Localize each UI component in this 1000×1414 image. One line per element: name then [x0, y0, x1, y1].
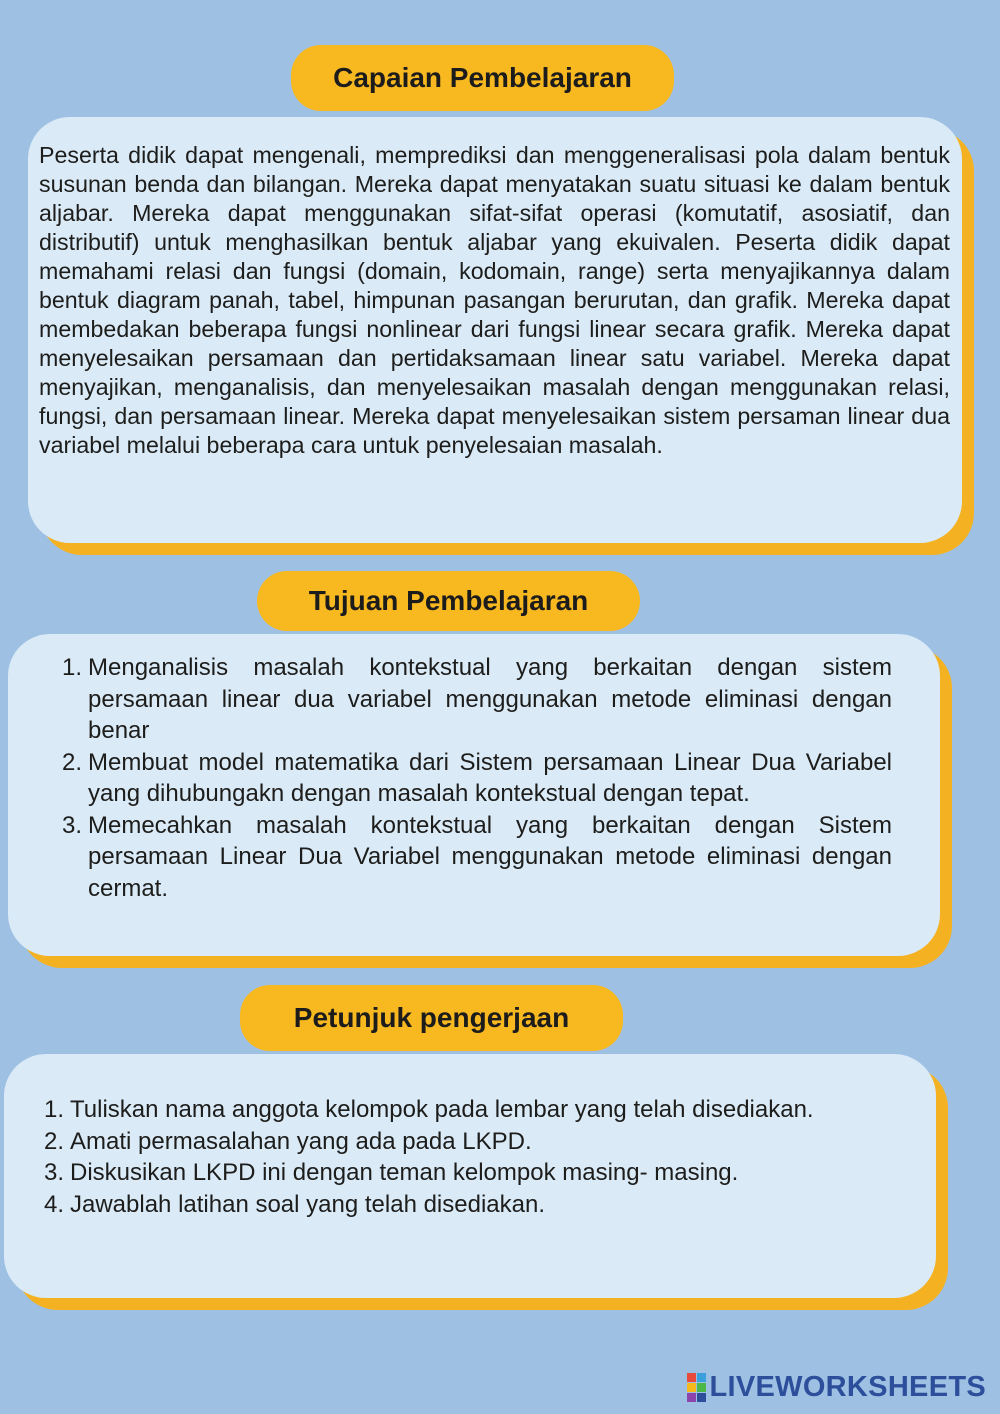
list-item [62, 810, 892, 905]
icon-square [687, 1393, 696, 1402]
list-text: Jawablah latihan soal yang telah disediakan. [70, 1190, 545, 1218]
list-number: 1. [62, 654, 83, 681]
list-text: Amati permasalahan yang ada pada LKPD. [70, 1127, 532, 1155]
icon-square [697, 1383, 706, 1392]
icon-square [687, 1373, 696, 1382]
list-number: 3. [62, 811, 83, 839]
list-number: 3. [44, 1159, 65, 1186]
tujuan-list [62, 652, 892, 904]
brand-name: LIVEWORKSHEETS [709, 1371, 986, 1403]
list-text: Memecahkan masalah kontekstual yang berkaitan dengan Sistem persamaan Linear Dua Variabel menggunakan metode eliminasi dengan cermat. [88, 811, 892, 902]
list-item [44, 1189, 932, 1221]
list-text: Menganalisis masalah kontekstual yang berkaitan dengan sistem persamaan linear dua variabel menggunakan metode eliminasi dengan benar [88, 654, 892, 744]
list-item [44, 1094, 932, 1126]
icon-square [697, 1373, 706, 1382]
list-number: 2. [44, 1127, 65, 1155]
liveworksheets-icon [687, 1373, 706, 1402]
petunjuk-list [44, 1094, 932, 1220]
section-title-petunjuk [240, 985, 623, 1051]
list-item [62, 652, 892, 747]
list-number: 2. [62, 748, 83, 776]
capaian-text: Peserta didik dapat mengenali, memprediksi dan menggeneralisasi pola dalam bentuk susunan benda dan bilangan. Mereka dapat menyatakan suatu situasi ke dalam bentuk aljabar. Mereka dapat menggunakan sifat-sifat operasi (komutatif, asosiatif, dan distributif) untuk menghasilkan bentuk aljabar yang ekuivalen. Peserta didik dapat memahami relasi dan fungsi (domain, kodomain, range) serta menyajikannya dalam bentuk diagram panah, tabel, himpunan pasangan berurutan, dan grafik. Mereka dapat membedakan beberapa fungsi nonlinear dari fungsi linear secara grafik. Mereka dapat menyelesaikan persamaan dan pertidaksamaan linear satu variabel. Mereka dapat menyajikan, menganalisis, dan menyelesaikan masalah dengan menggunakan relasi, fungsi, dan persamaan linear. Mereka dapat menyelesaikan sistem persaman linear dua variabel melalui beberapa cara untuk penyelesaian masalah. [39, 142, 950, 458]
list-item [44, 1126, 932, 1158]
capaian-card [28, 117, 962, 543]
petunjuk-card [4, 1054, 936, 1298]
list-number: 1. [44, 1096, 65, 1123]
list-number: 4. [44, 1190, 65, 1218]
list-item [62, 747, 892, 810]
list-text: Membuat model matematika dari Sistem persamaan Linear Dua Variabel yang dihubungakn dengan masalah kontekstual dengan tepat. [88, 748, 892, 807]
capaian-title: Capaian Pembelajaran [333, 62, 632, 93]
tujuan-title: Tujuan Pembelajaran [308, 585, 589, 616]
list-text: Tuliskan nama anggota kelompok pada lembar yang telah disediakan. [70, 1096, 814, 1123]
section-title-tujuan [257, 571, 640, 631]
liveworksheets-logo[interactable] [687, 1371, 987, 1404]
section-title-capaian [291, 45, 674, 111]
petunjuk-title: Petunjuk pengerjaan [293, 1002, 570, 1033]
list-item [44, 1157, 932, 1189]
list-text: Diskusikan LKPD ini dengan teman kelompok masing- masing. [70, 1159, 739, 1186]
icon-square [697, 1393, 706, 1402]
icon-square [687, 1383, 696, 1392]
tujuan-card [8, 634, 940, 956]
